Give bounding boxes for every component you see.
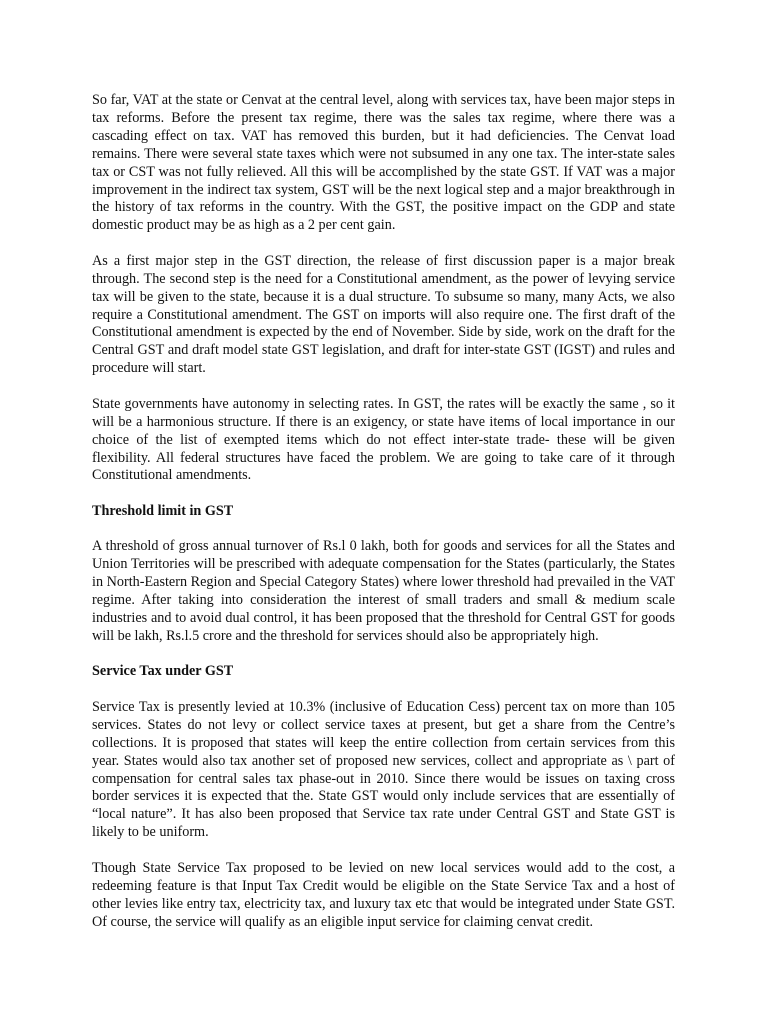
heading-service-tax: Service Tax under GST	[92, 663, 234, 680]
paragraph-state-service-tax: Though State Service Tax proposed to be levied on new local services would add to the cost, a redeeming feature is that Input Tax Credit would be eligible on the State Service Tax and a host of other levies like entry tax, electricity tax, and luxury tax etc that would be integrated under State GST. Of course, the service will qualify as an eligible input service for claiming cenvat credit.	[92, 859, 675, 930]
paragraph-vat-cenvat: So far, VAT at the state or Cenvat at the central level, along with services tax, have been major steps in tax reforms. Before the present tax regime, there was the sales tax regime, where there was a cascading effect on tax. VAT has removed this burden, but it had deficiencies. The Cenvat load remains. There were several state taxes which were not subsumed in any one tax. The inter-state sales tax or CST was not fully relieved. All this will be accomplished by the state GST. If VAT was a major improvement in the indirect tax system, GST will be the next logical step and a major breakthrough in the history of tax reforms in the country. With the GST, the positive impact on the GDP and state domestic product may be as high as a 2 per cent gain.	[92, 92, 675, 234]
paragraph-state-autonomy: State governments have autonomy in selecting rates. In GST, the rates will be exactly the same , so it will be a harmonious structure. If there is an exigency, or state have items of local importance in our choice of the list of exempted items which do not effect inter-state trade- these will be given flexibility. All federal structures have faced the problem. We are going to take care of it through Constitutional amendments.	[92, 395, 675, 484]
heading-threshold-limit: Threshold limit in GST	[92, 502, 234, 519]
paragraph-service-tax: Service Tax is presently levied at 10.3% (inclusive of Education Cess) percent tax on more than 105 services. States do not levy or collect service taxes at present, but get a share from the Centre’s collections. It is proposed that states will keep the entire collection from certain services from this year. States would also tax another set of proposed new services, collect and appropriate as \ part of compensation for central sales tax phase-out in 2010. Since there would be issues on taxing cross border services it is expected that the. State GST would only include services that are essentially of “local nature”. It has also been proposed that Service tax rate under Central GST and State GST is likely to be uniform.	[92, 698, 675, 841]
paragraph-first-step: As a first major step in the GST direction, the release of first discussion paper is a major break through. The second step is the need for a Constitutional amendment, as the power of levying service tax will be given to the state, because it is a dual structure. To subsume so many, many Acts, we also require a Constitutional amendment. The GST on imports will also require one. The first draft of the Constitutional amendment is expected by the end of November. Side by side, work on the draft for the Central GST and draft model state GST legislation, and draft for inter-state GST (IGST) and rules and procedure will start.	[92, 252, 675, 377]
paragraph-threshold: A threshold of gross annual turnover of Rs.l 0 lakh, both for goods and services for all the States and Union Territories will be prescribed with adequate compensation for the States (particularly, the States in North-Eastern Region and Special Category States) where lower threshold had prevailed in the VAT regime. After taking into consideration the interest of small traders and small & medium scale industries and to avoid dual control, it has been proposed that the threshold for Central GST for goods will be lakh, Rs.l.5 crore and the threshold for services should also be appropriately high.	[92, 538, 675, 644]
document-page	[92, 92, 675, 949]
